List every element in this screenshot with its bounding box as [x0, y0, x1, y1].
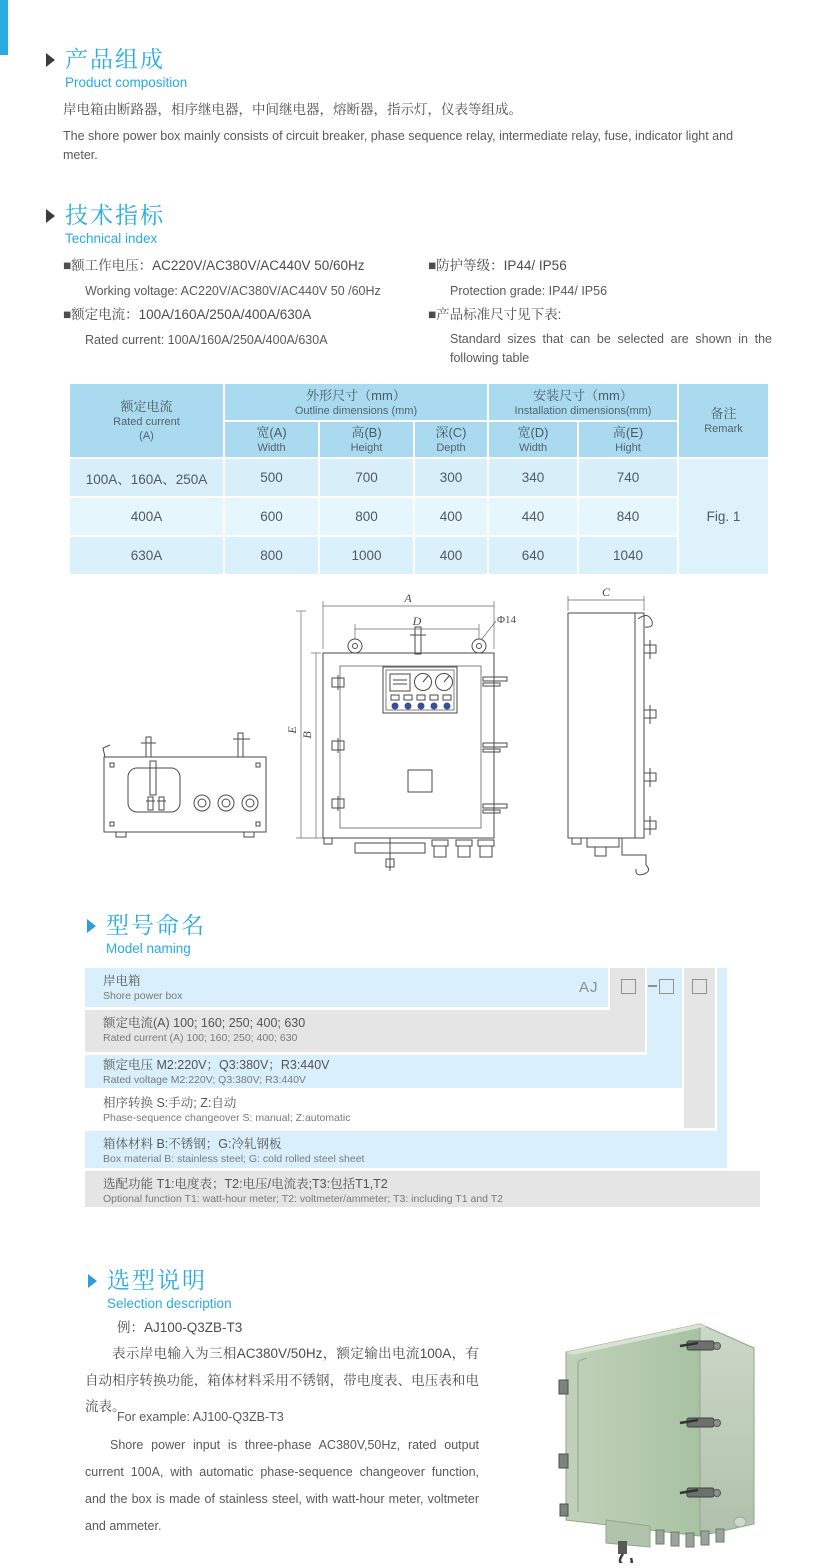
section-arrow-icon [87, 919, 96, 933]
dim-label-dia14: Φ14 [497, 614, 517, 626]
bottom-clamp [618, 1541, 627, 1554]
spec-protection-en: Protection grade: IP44/ IP56 [450, 284, 608, 298]
col-group-outline [225, 384, 487, 420]
model-code-box-3 [692, 979, 707, 994]
section-selection-heading [88, 1267, 232, 1311]
col-group-install [489, 384, 677, 420]
spec-working-voltage-en: Working voltage: AC220V/AC380V/AC440V 50 /60Hz [85, 284, 381, 298]
install-en: Installation dimensions(mm) [514, 404, 652, 417]
install-zh: 安装尺寸（mm） [533, 387, 633, 403]
subcol-hight-e: 高(E) Hight [579, 422, 677, 457]
col-header-rated-current [70, 384, 223, 457]
remark-zh: 备注 [710, 406, 737, 421]
selection-body-en: Shore power input is three-phase AC380V,50Hz, rated output current 100A, with automatic phase-sequence changeover function, and the box is made of stainless steel, with watt-hour meter, voltmeter and ammeter. [85, 1438, 479, 1533]
cabinet-front-face [566, 1324, 700, 1536]
subcol-width-a: 宽(A) Width [225, 422, 318, 457]
model-naming-title-zh: 型号命名 [106, 912, 206, 938]
dim-label-b: B [300, 731, 314, 739]
section-technical-heading [46, 202, 165, 246]
selection-example-en: For example: AJ100-Q3ZB-T3 [117, 1410, 284, 1424]
step-strip-4 [717, 968, 727, 1168]
spec-working-voltage-zh: ■额工作电压：AC220V/AC380V/AC440V 50/60Hz [63, 258, 365, 273]
selection-title-zh: 选型说明 [107, 1267, 207, 1293]
table-row: 630A 800 1000 400 640 1040 [70, 537, 768, 574]
outline-zh: 外形尺寸（mm） [306, 387, 406, 403]
technical-title-zh: 技术指标 [65, 202, 165, 228]
cell-current: 100A、160A、250A [70, 459, 223, 496]
col-header-remark [679, 384, 768, 457]
accent-bar [0, 0, 8, 55]
rated-current-zh: 额定电流 [120, 399, 173, 414]
model-row-phase-sequence: 相序转换 S:手动; Z:自动 Phase-sequence changeover S: manual; Z:automatic [85, 1090, 715, 1128]
remark-en: Remark [704, 423, 743, 435]
rated-current-unit: (A) [139, 430, 154, 442]
technical-title-en: Technical index [65, 231, 158, 246]
model-code-box-2 [659, 979, 674, 994]
selection-example-zh: 例：AJ100-Q3ZB-T3 [117, 1320, 243, 1335]
section-arrow-icon [46, 209, 55, 223]
spec-standard-sizes-zh: ■产品标准尺寸见下表: [428, 307, 562, 322]
table-row: 400A 600 800 400 440 840 [70, 498, 768, 535]
model-row-rated-current: 额定电流(A) 100; 160; 250; 400; 630 Rated current (A) 100; 160; 250; 400; 630 [85, 1010, 645, 1052]
rated-current-en: Rated current [113, 416, 180, 428]
model-naming-title-en: Model naming [106, 941, 191, 956]
composition-title-en: Product composition [65, 75, 188, 90]
dim-label-d: D [412, 614, 422, 628]
model-row-optional-function: 选配功能 T1:电度表；T2:电压/电流表;T3:包括T1,T2 Optional function T1: watt-hour meter; T2: voltmeter/ammeter; T3: including T1 and T2 [85, 1171, 760, 1207]
spec-protection-zh: ■防护等级：IP44/ IP56 [428, 258, 567, 273]
composition-title-zh: 产品组成 [65, 46, 165, 72]
section-composition-heading [46, 46, 187, 90]
subcol-height-b: 高(B) Height [320, 422, 413, 457]
technical-drawing [60, 585, 770, 885]
section-arrow-icon [88, 1274, 97, 1288]
size-table [68, 382, 770, 576]
selection-body-zh: 表示岸电输入为三相AC380V/50Hz，额定输出电流100A，有自动相序转换功能，箱体材料采用不锈钢，带电度表、电压表和电流表。 [85, 1346, 479, 1414]
table-row: 100A、160A、250A 500 700 300 340 740 Fig. 1 [70, 459, 768, 496]
section-arrow-icon [46, 53, 55, 67]
model-code-dash [648, 985, 657, 987]
cell-current: 630A [70, 537, 223, 574]
dim-label-a: A [404, 591, 412, 605]
product-photo [548, 1308, 816, 1563]
spec-rated-current-zh: ■额定电流：100A/160A/250A/400A/630A [63, 307, 312, 322]
model-row-rated-voltage: 额定电压 M2:220V；Q3:380V；R3:440V Rated voltage M2:220V; Q3:380V; R3:440V [85, 1055, 682, 1088]
dim-label-c: C [601, 585, 611, 599]
spec-standard-sizes-en: Standard sizes that can be selected are shown in the following table [450, 332, 772, 365]
composition-body-en: The shore power box mainly consists of circuit breaker, phase sequence relay, intermediate relay, fuse, indicator light and meter. [63, 129, 734, 162]
composition-body-zh: 岸电箱由断路器，相序继电器，中间继电器，熔断器，指示灯，仪表等组成。 [63, 102, 522, 117]
model-row-shore-power-box: 岸电箱 Shore power box [85, 968, 608, 1007]
subcol-width-d: 宽(D) Width [489, 422, 577, 457]
bottom-knob [734, 1517, 746, 1527]
model-prefix-aj: AJ [579, 979, 599, 996]
cabinet-side-face [700, 1324, 754, 1536]
clamp-hook [620, 1554, 632, 1563]
selection-title-en: Selection description [107, 1296, 232, 1311]
model-row-box-material: 箱体材料 B:不锈钢；G:冷轧钢板 Box material B: stainless steel; G: cold rolled steel sheet [85, 1131, 727, 1168]
subcol-depth-c: 深(C) Depth [415, 422, 487, 457]
spec-rated-current-en: Rated current: 100A/160A/250A/400A/630A [85, 333, 328, 347]
dim-label-e: E [285, 726, 299, 734]
cell-current: 400A [70, 498, 223, 535]
model-code-box-1 [621, 979, 636, 994]
cell-remark-fig1: Fig. 1 [679, 459, 768, 574]
outline-en: Outline dimensions (mm) [294, 404, 418, 417]
indicator-lights [392, 703, 451, 710]
model-naming-diagram [85, 968, 760, 1207]
section-model-naming-heading [87, 912, 206, 956]
